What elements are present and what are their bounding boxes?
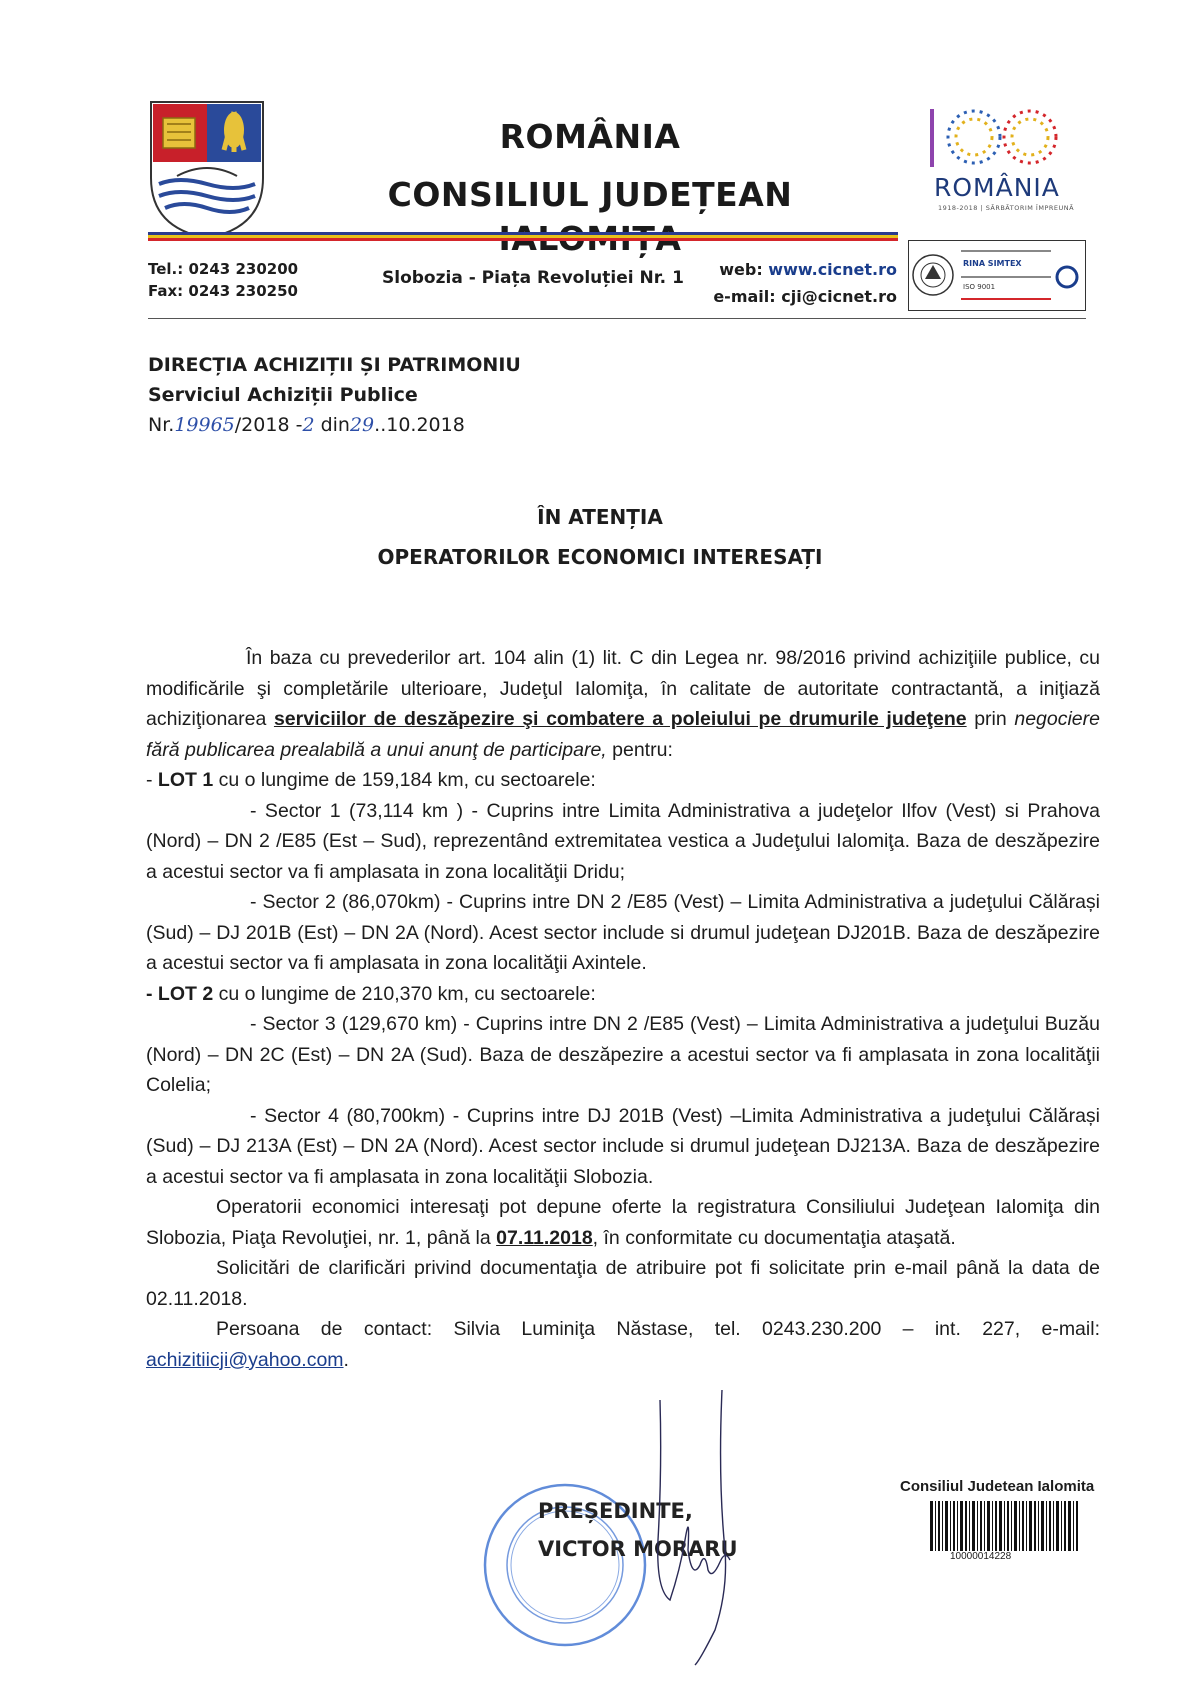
department-block [148,350,521,440]
nr-revision-handwritten: 2 [302,414,315,436]
barcode-number: 10000014228 [950,1551,1012,1562]
offers-paragraph [146,1192,1100,1253]
registry-barcode [900,1478,1105,1562]
nr-year: /2018 - [234,414,303,436]
nr-handwritten: 19965 [174,414,235,436]
lot1-dash: - [146,769,158,791]
lot1-label: LOT 1 [157,769,214,791]
intro-text-b: prin [966,708,1015,730]
county-coat-of-arms [149,100,265,240]
header-stripes [148,232,898,241]
din-label: din [320,414,350,436]
signatory-role: PREȘEDINTE, [538,1499,693,1523]
clarifications-paragraph: Solicitări de clarificări privind documentaţia de atribuire pot fi solicitate prin e-mail până la data de 02.11.2018. [146,1257,1100,1310]
date-rest: 10.2018 [386,414,465,436]
lot2-text: cu o lungime de 210,370 km, cu sectoarele: [213,982,596,1005]
notice-title [0,497,1200,577]
email-label: e-mail: [713,287,776,306]
contact-text: Persoana de contact: Silvia Luminiţa Năstase, tel. 0243.230.200 – int. 227, e-mail: [216,1318,1100,1340]
contact-end: . [343,1348,349,1371]
sector-2: - Sector 2 (86,070km) - Cuprins intre DN 2 /E85 (Vest) – Limita Administrativa a judeţului Călărași (Sud) – DJ 201B (Est) – DN 2A (Nord). Acest sector include si drumul judeţean DJ201B. Baza de deszăpezire a acestui sector va fi amplasata in zona localităţii Axintele. [146,891,1100,974]
title-line1: ÎN ATENȚIA [537,505,663,529]
offers-text-b: , în conformitate cu documentaţia ataşată. [592,1226,956,1249]
institution-name: CONSILIUL JUDEȚEAN [387,175,793,214]
fax-number: Fax: 0243 230250 [148,282,298,300]
sector-4: - Sector 4 (80,700km) - Cuprins intre DJ 201B (Vest) –Limita Administrativa a judeţului Călărași (Sud) – DJ 213A (Est) – DN 2A (Nord). Acest sector include si drumul judeţean DJ213A. Baza de deszăpezire a acestui sector va fi amplasata in zona localităţii Slobozia. [146,1104,1100,1188]
certification-badge [908,240,1086,311]
phone-fax-block [148,258,298,302]
phone-number: Tel.: 0243 230200 [148,260,299,278]
day-handwritten: 29 [349,414,375,436]
cert-rina: RINA SIMTEX [963,259,1022,268]
barcode-label: Consiliul Judetean Ialomita [900,1478,1095,1495]
cert-iso: ISO 9001 [963,283,996,291]
sector-1: - Sector 1 (73,114 km ) - Cuprins intre Limita Administrativa a judeţelor Ilfov (Vest) si Prahova (Nord) – DN 2 /E85 (Est – Sud), reprezentând extremitatea vestica a Judeţului Ialomiţa. Baza de deszăpezire a acestui sector va fi amplasata in zona localităţii Dridu; [146,799,1100,883]
service-description: serviciilor de deszăpezire şi combatere a poleiului pe drumurile judeţene [273,708,967,730]
contact-paragraph [146,1314,1100,1375]
logo-tagline: 1918-2018 | SĂRBĂTORIM ÎMPREUNĂ [938,204,1075,212]
sector-3: - Sector 3 (129,670 km) - Cuprins intre DN 2 /E85 (Vest) – Limita Administrativa a judeţului Buzău (Nord) – DN 2C (Est) – DN 2A (Sud). Baza de deszăpezire a acestui sector va fi amplasata in zona localităţii Colelia; [146,1013,1100,1096]
title-line2: OPERATORILOR ECONOMICI INTERESAȚI [377,545,823,569]
address: Slobozia - Piața Revoluției Nr. 1 [382,268,684,288]
contact-email-link[interactable]: achizitiicji@yahoo.com [146,1348,344,1371]
intro-text-a: În baza cu prevederilor art. 104 alin (1) lit. C din Legea nr. 98/2016 privind achiziţiile publice, cu modificările şi completările ulterioare, Judeţul Ialomiţa, în calitate de autoritate contractantă, a iniţiază achiziţionarea [146,647,1100,730]
department-name: DIRECȚIA ACHIZIȚII ȘI PATRIMONIU [148,354,521,376]
intro-paragraph [146,643,1100,765]
offers-deadline: 07.11.2018 [496,1226,593,1249]
registration-number: Nr.19965/2018 -2 din29..10.2018 [148,414,465,436]
email-link[interactable]: cji@cicnet.ro [781,287,897,306]
lot2-label: - LOT 2 [146,982,214,1005]
lot1-text: cu o lungime de 159,184 km, cu sectoarele: [213,769,596,791]
handwritten-signature [640,1390,770,1670]
website-link[interactable]: www.cicnet.ro [768,260,897,279]
stripe-red [148,238,898,241]
intro-text-c: pentru: [606,738,673,761]
romania-centenary-logo [912,95,1092,225]
nr-prefix: Nr. [148,414,175,436]
logo-brand: ROMÂNIA [934,173,1060,202]
lot2-heading [146,979,1100,1010]
header-divider [148,318,1086,319]
web-label: web: [719,260,763,279]
signatory-name: VICTOR MORARU [538,1537,738,1561]
procedure-type: negociere fără publicarea prealabilă a unui anunţ de participare, [146,708,1100,761]
offers-text-a: Operatorii economici interesaţi pot depune oferte la registratura Consiliului Judeţean Ialomiţa din Slobozia, Piaţa Revoluţiei, nr. 1, până la [146,1196,1100,1249]
barcode-bars [930,1501,1090,1551]
lot1-heading [146,765,1100,796]
notice-body [146,643,1100,1375]
service-name: Serviciul Achiziții Publice [148,384,418,406]
web-email-block [700,256,897,310]
country-name: ROMÂNIA [499,117,681,156]
